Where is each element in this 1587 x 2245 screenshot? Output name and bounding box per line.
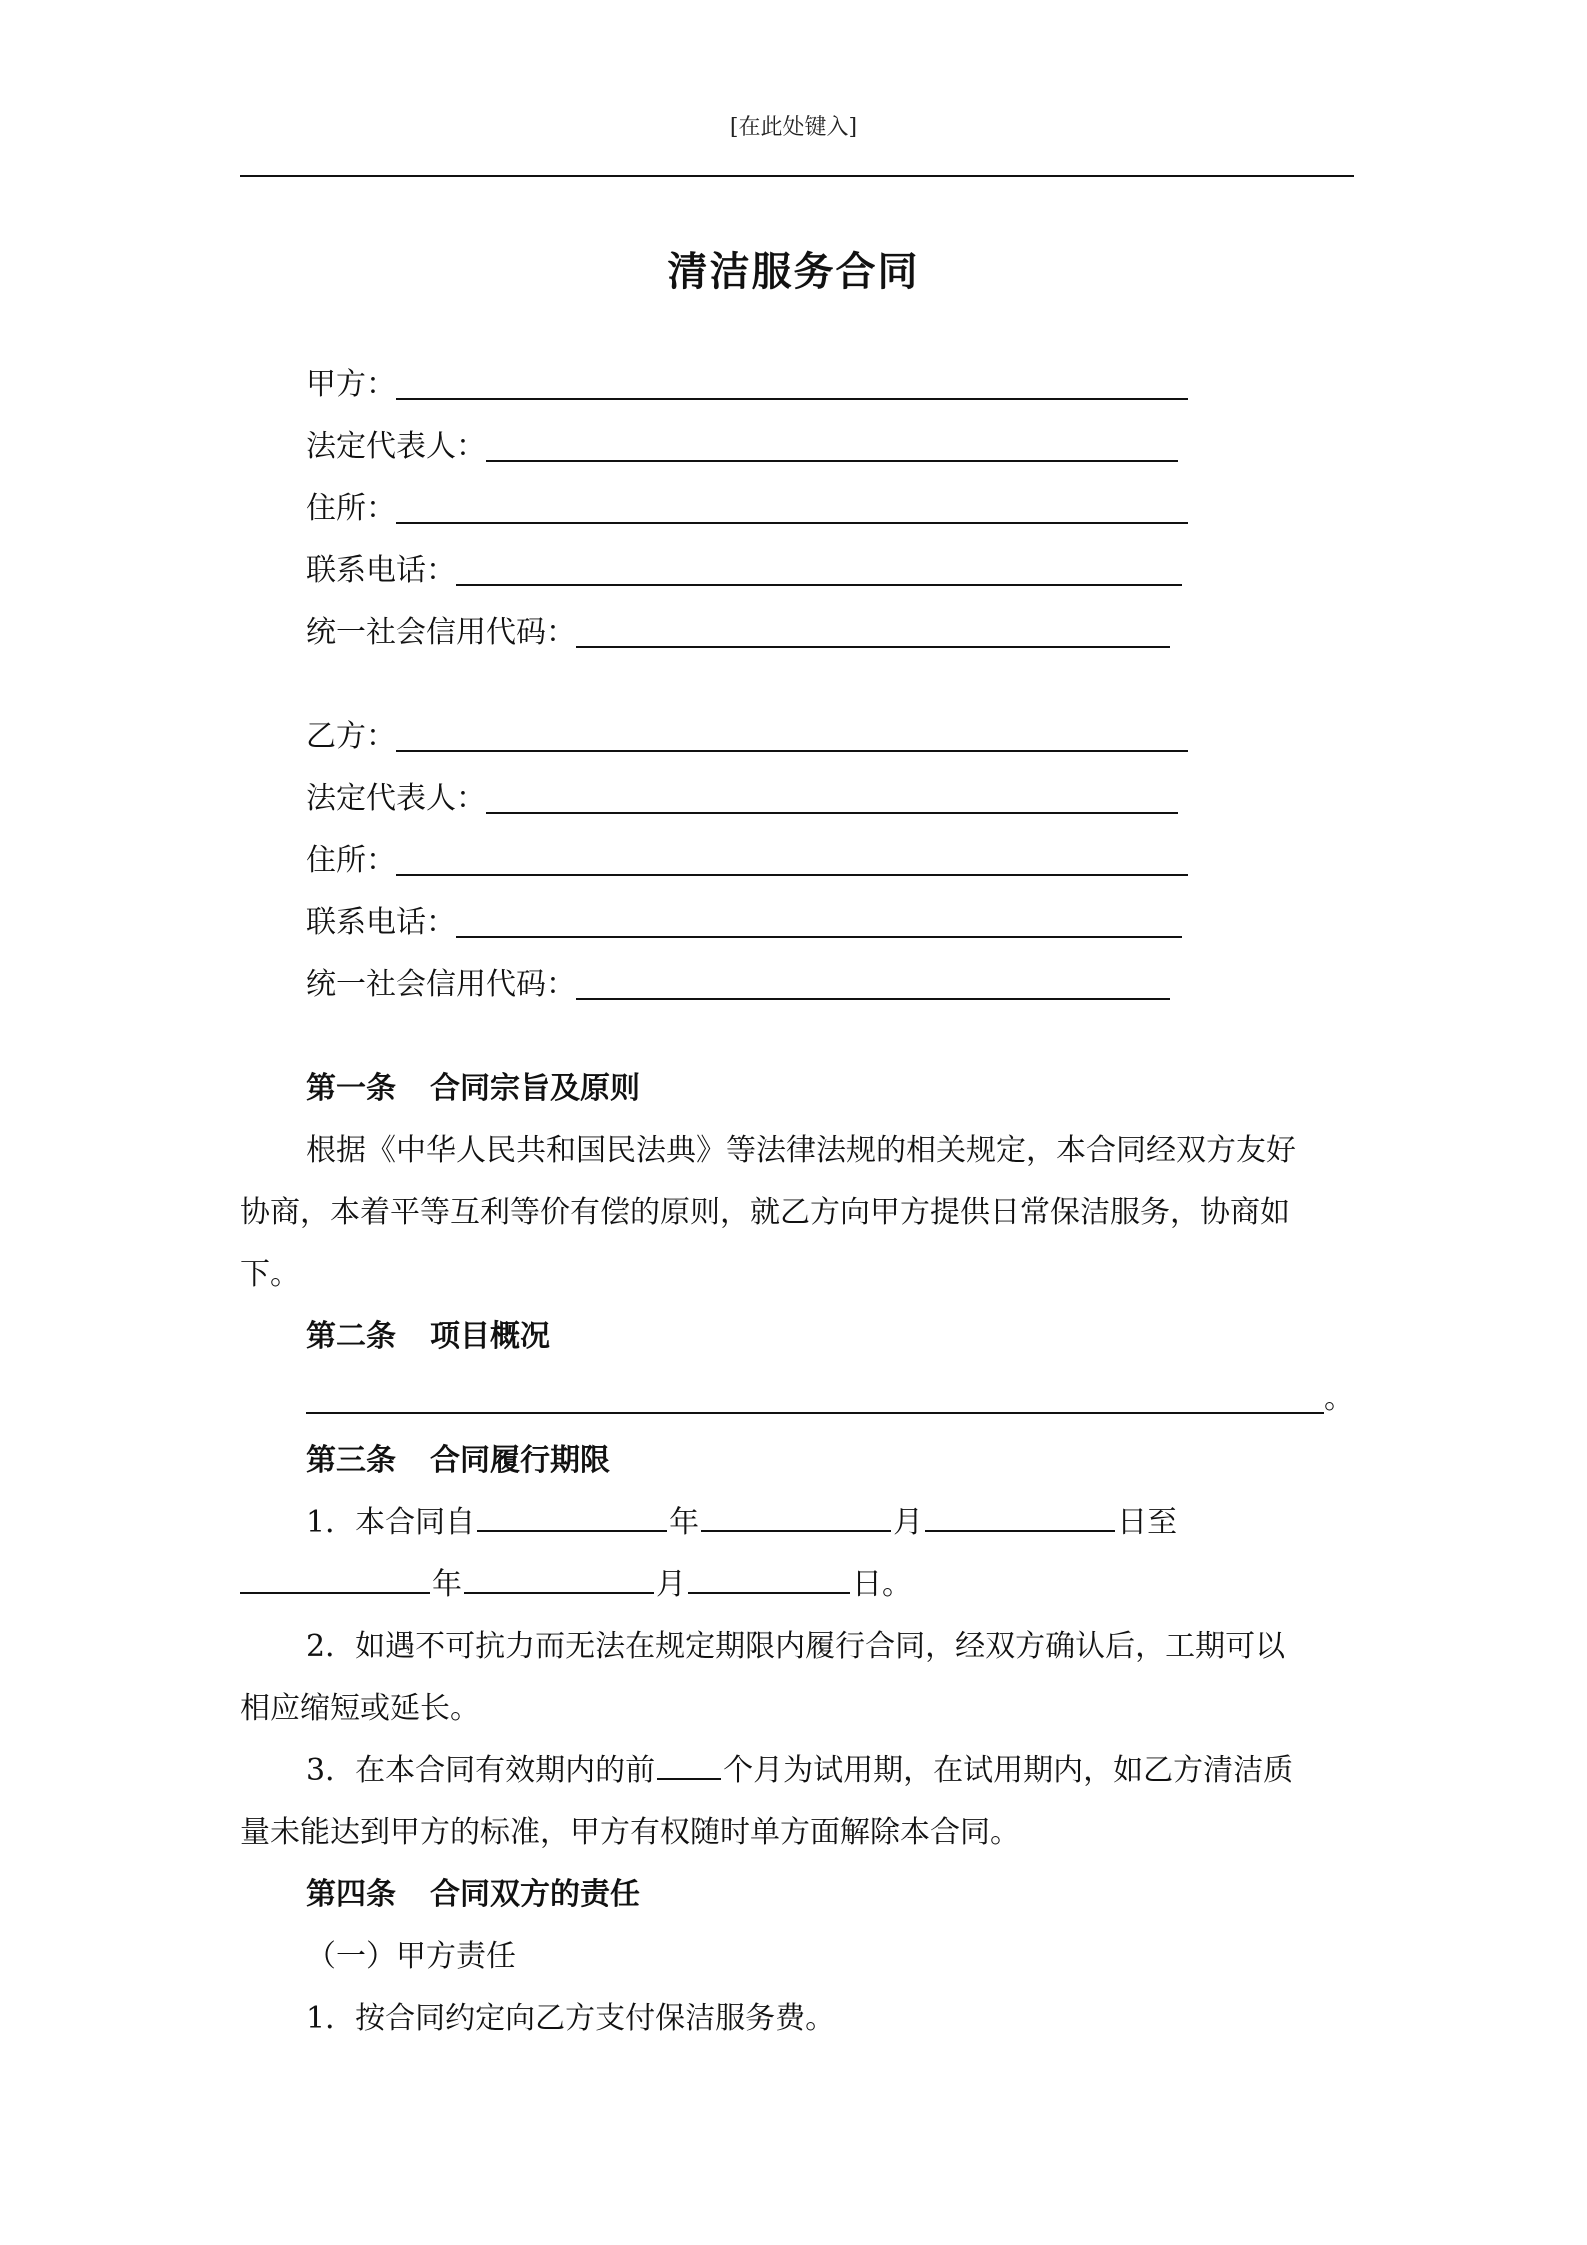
article-3-item-3-line-2: 量未能达到甲方的标准，甲方有权随时单方面解除本合同。	[240, 1815, 1020, 1850]
article-2-title: 项目概况	[430, 1319, 550, 1354]
party-a-name-blank[interactable]	[396, 398, 1188, 400]
article-1-line-3: 下。	[240, 1257, 300, 1292]
party-b-credit-blank[interactable]	[576, 998, 1170, 1000]
party-b-rep-blank[interactable]	[486, 812, 1178, 814]
article-3-item-3-line-1	[240, 1740, 1354, 1802]
party-b-address-row	[240, 830, 1354, 892]
article-3-item-1-line-2	[240, 1554, 1354, 1616]
article-1-line-2: 协商，本着平等互利等价有偿的原则，就乙方向甲方提供日常保洁服务，协商如	[240, 1195, 1290, 1230]
article-4-sub-1: （一）甲方责任	[306, 1939, 516, 1974]
article-4-heading	[240, 1864, 1354, 1926]
party-a-credit-blank[interactable]	[576, 646, 1170, 648]
end-month-blank[interactable]	[464, 1570, 654, 1594]
article-2-blank-row	[240, 1368, 1354, 1430]
party-b-credit-row	[240, 954, 1354, 1016]
start-year-blank[interactable]	[477, 1508, 667, 1532]
article-1-title: 合同宗旨及原则	[430, 1071, 640, 1106]
month-label-2: 月	[656, 1567, 686, 1602]
party-a-credit-row	[240, 602, 1354, 664]
contract-body	[240, 354, 1354, 2050]
article-4-number: 第四条	[306, 1877, 396, 1912]
party-b-phone-blank[interactable]	[456, 936, 1182, 938]
party-b-phone-label: 联系电话：	[306, 905, 456, 940]
end-year-blank[interactable]	[240, 1570, 430, 1594]
article-3-title: 合同履行期限	[430, 1443, 610, 1478]
party-b-rep-row	[240, 768, 1354, 830]
article-1-heading	[240, 1058, 1354, 1120]
start-month-blank[interactable]	[701, 1508, 891, 1532]
party-b-name-row	[240, 706, 1354, 768]
article-3-number: 第三条	[306, 1443, 396, 1478]
article-2-heading	[240, 1306, 1354, 1368]
party-b-rep-label: 法定代表人：	[306, 781, 486, 816]
party-b-credit-label: 统一社会信用代码：	[306, 967, 576, 1002]
article-3-item-2-line-1: 2．如遇不可抗力而无法在规定期限内履行合同，经双方确认后，工期可以	[306, 1629, 1286, 1664]
party-a-rep-label: 法定代表人：	[306, 429, 486, 464]
article-4-item-1: 1．按合同约定向乙方支付保洁服务费。	[306, 2001, 836, 2036]
start-day-blank[interactable]	[925, 1508, 1115, 1532]
party-a-phone-label: 联系电话：	[306, 553, 456, 588]
item-3-suffix: 个月为试用期，在试用期内，如乙方清洁质	[723, 1753, 1294, 1788]
article-3-heading	[240, 1430, 1354, 1492]
party-a-phone-row	[240, 540, 1354, 602]
party-b-address-blank[interactable]	[396, 874, 1188, 876]
party-a-name-label: 甲方：	[306, 367, 396, 402]
party-a-rep-row	[240, 416, 1354, 478]
party-a-phone-blank[interactable]	[456, 584, 1182, 586]
year-label-2: 年	[432, 1567, 462, 1602]
header-rule	[240, 175, 1354, 177]
day-end-label: 日。	[852, 1567, 912, 1602]
article-3-item-1-line-1	[240, 1492, 1354, 1554]
year-label: 年	[669, 1505, 700, 1540]
article-1-number: 第一条	[306, 1071, 396, 1106]
header-placeholder[interactable]: [在此处键入]	[729, 115, 858, 140]
party-a-rep-blank[interactable]	[486, 460, 1178, 462]
project-overview-blank[interactable]	[306, 1412, 1324, 1414]
item-1-prefix: 1．本合同自	[306, 1505, 476, 1540]
article-2-number: 第二条	[306, 1319, 396, 1354]
month-label: 月	[893, 1505, 924, 1540]
end-day-blank[interactable]	[688, 1570, 850, 1594]
party-a-name-row	[240, 354, 1354, 416]
party-b-phone-row	[240, 892, 1354, 954]
article-4-title: 合同双方的责任	[430, 1877, 640, 1912]
article-1-line-1: 根据《中华人民共和国民法典》等法律法规的相关规定，本合同经双方友好	[306, 1133, 1296, 1168]
party-b-address-label: 住所：	[306, 843, 396, 878]
trial-months-blank[interactable]	[657, 1756, 721, 1780]
section-gap	[240, 1016, 1354, 1058]
item-3-prefix: 3．在本合同有效期内的前	[306, 1753, 656, 1788]
party-b-name-blank[interactable]	[396, 750, 1188, 752]
party-a-address-row	[240, 478, 1354, 540]
day-to-label: 日至	[1117, 1505, 1178, 1540]
article-3-item-2-line-2: 相应缩短或延长。	[240, 1691, 480, 1726]
article-2-end-mark: 。	[1324, 1381, 1354, 1416]
party-a-address-label: 住所：	[306, 491, 396, 526]
party-gap	[240, 664, 1354, 706]
party-a-address-blank[interactable]	[396, 522, 1188, 524]
document-title: 清洁服务合同	[667, 248, 920, 295]
party-b-name-label: 乙方：	[306, 719, 396, 754]
party-a-credit-label: 统一社会信用代码：	[306, 615, 576, 650]
